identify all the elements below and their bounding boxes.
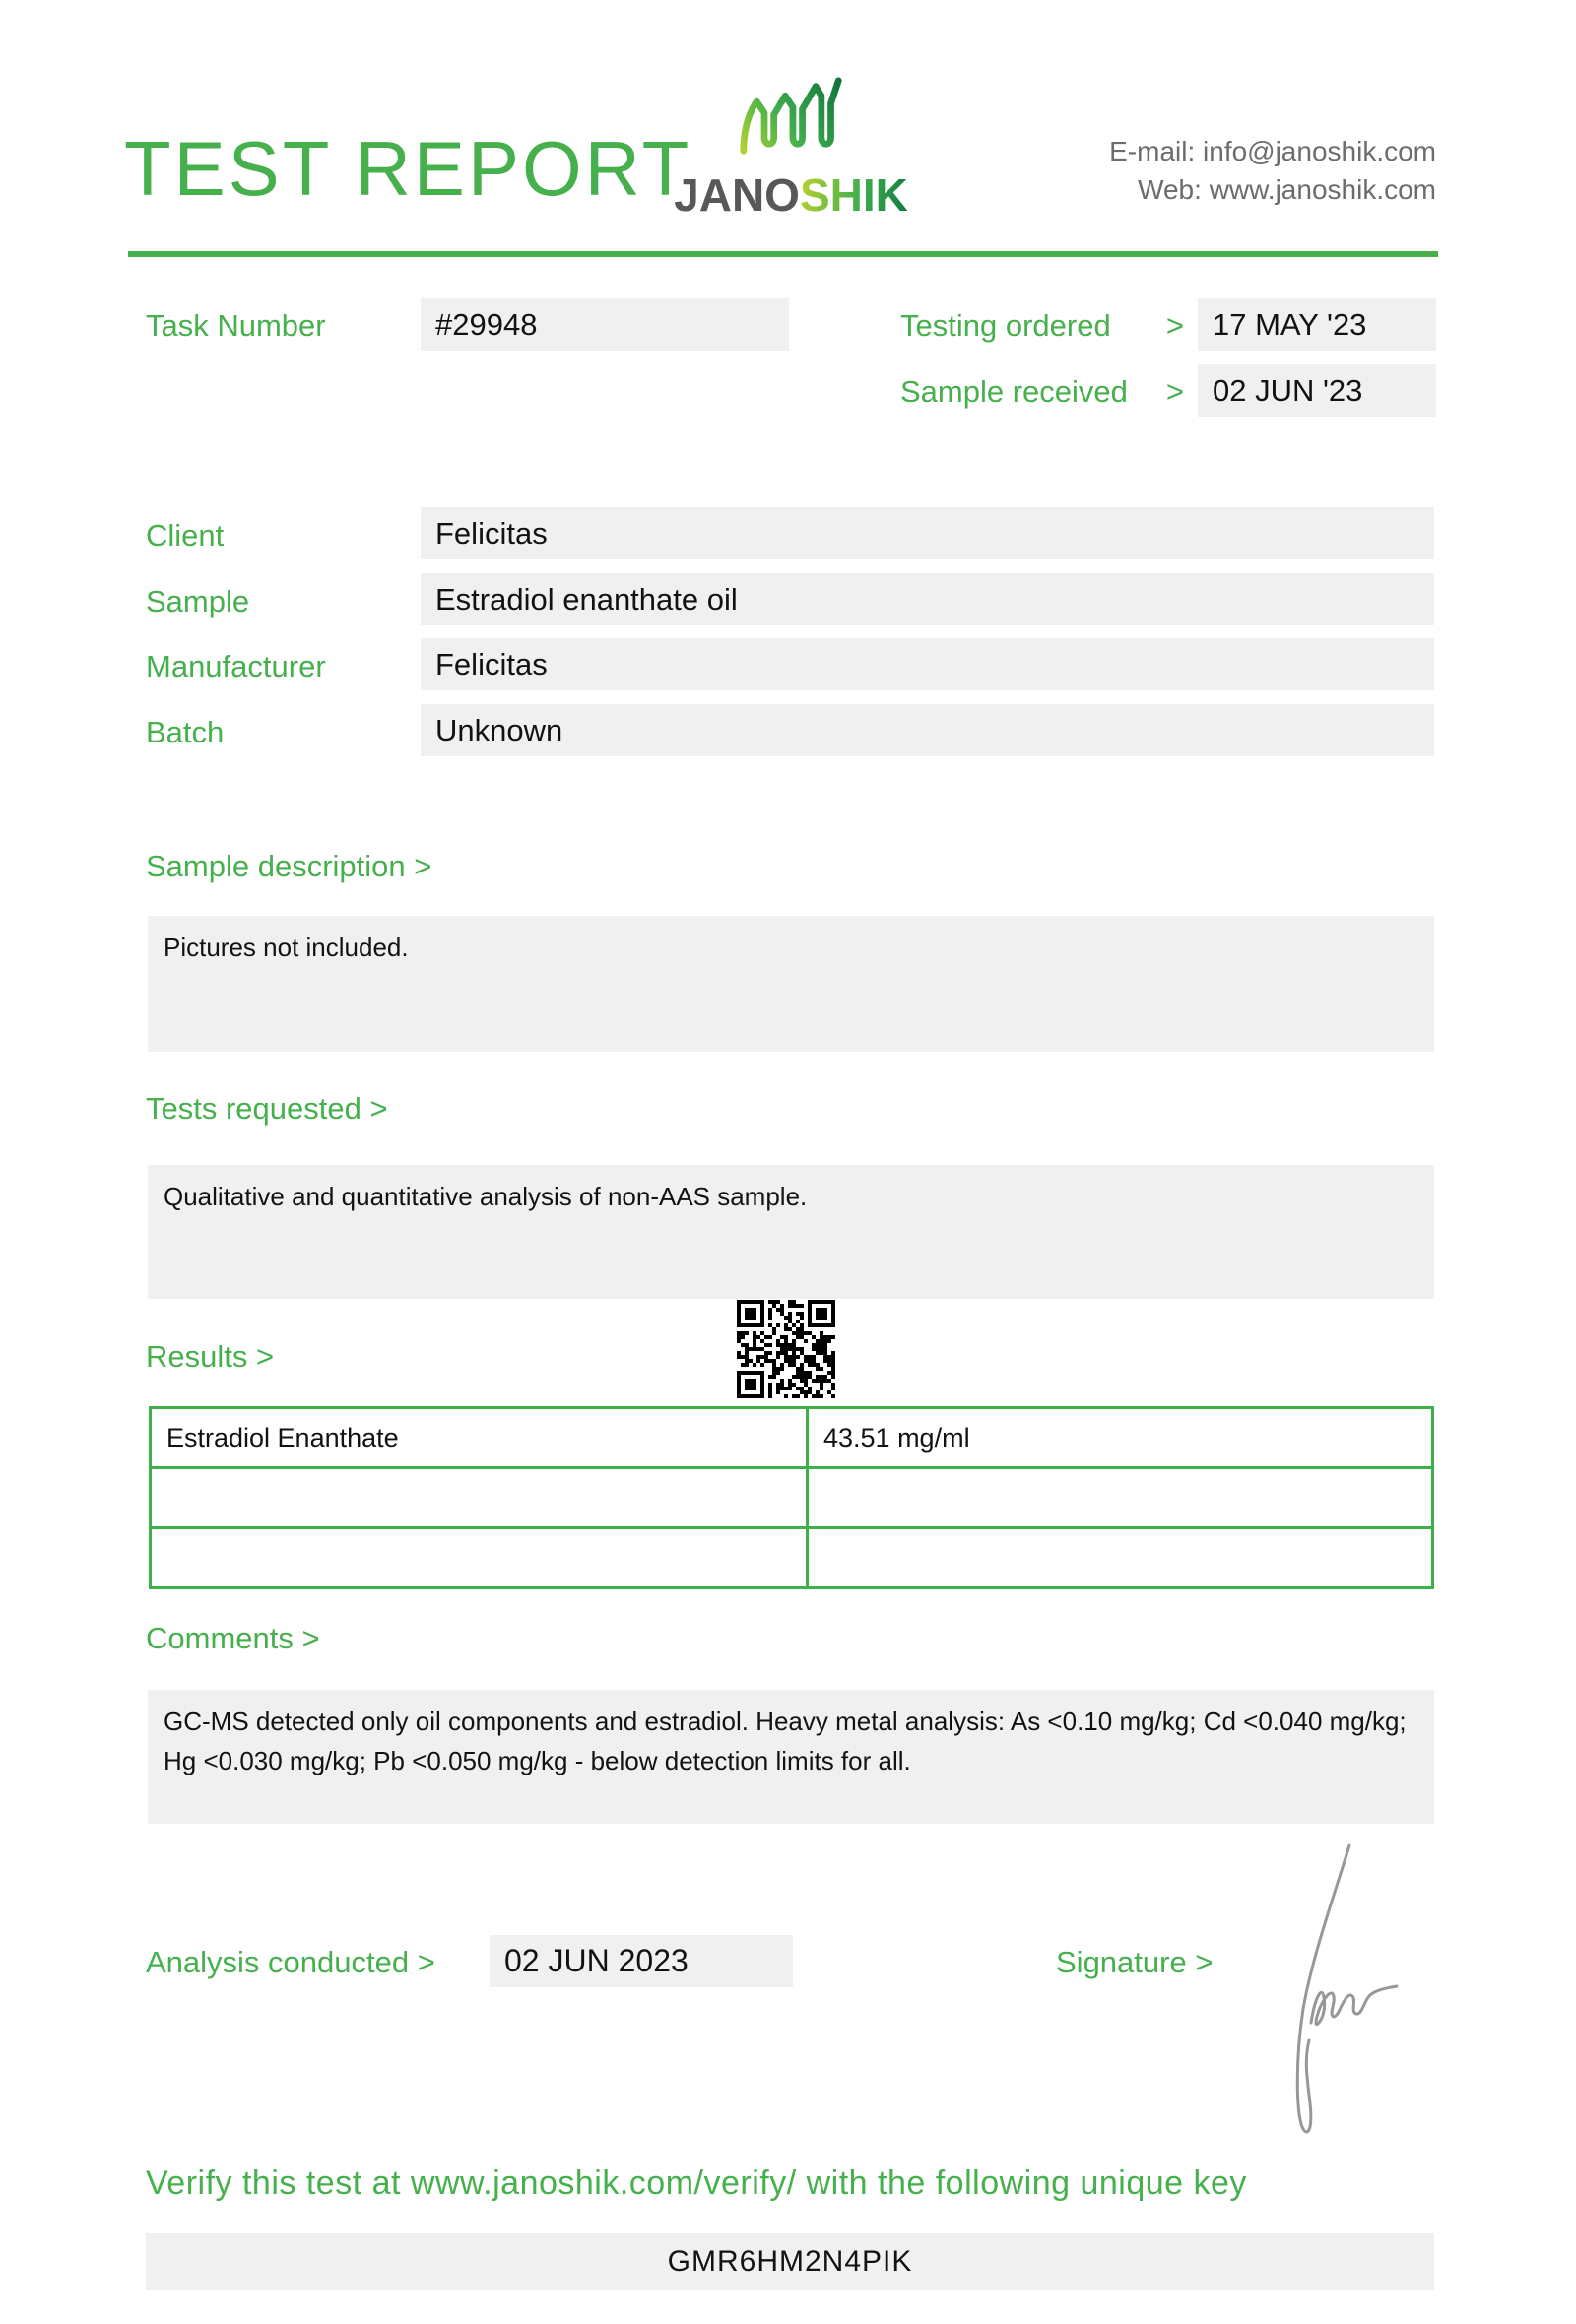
sample-received-label: Sample received > bbox=[900, 374, 1184, 409]
task-number-label: Task Number bbox=[146, 308, 326, 343]
header-divider bbox=[128, 251, 1438, 257]
task-number-value: #29948 bbox=[421, 298, 789, 351]
testing-ordered-label: Testing ordered > bbox=[900, 308, 1184, 343]
results-heading: Results > bbox=[146, 1339, 275, 1374]
manufacturer-label: Manufacturer bbox=[146, 649, 326, 683]
contact-email: E-mail: info@janoshik.com bbox=[1109, 136, 1436, 166]
table-row bbox=[151, 1468, 1433, 1528]
result-analyte: Estradiol Enanthate bbox=[151, 1408, 808, 1468]
result-value: 43.51 mg/ml bbox=[808, 1408, 1433, 1468]
table-row bbox=[151, 1408, 1433, 1468]
sample-description-heading: Sample description > bbox=[146, 849, 432, 883]
result-analyte bbox=[151, 1468, 808, 1528]
chart-trend-icon bbox=[736, 77, 846, 162]
sample-description-box: Pictures not included. bbox=[148, 916, 1434, 1052]
verify-key: GMR6HM2N4PIK bbox=[146, 2233, 1434, 2290]
page-title: TEST REPORT bbox=[124, 125, 692, 212]
signature-image bbox=[1259, 1840, 1407, 2145]
qr-code bbox=[737, 1300, 835, 1398]
analysis-conducted-label: Analysis conducted > bbox=[146, 1945, 435, 1979]
analysis-conducted-value: 02 JUN 2023 bbox=[490, 1935, 793, 1987]
result-value bbox=[808, 1468, 1433, 1528]
sample-received-value: 02 JUN '23 bbox=[1198, 364, 1436, 417]
client-label: Client bbox=[146, 518, 225, 552]
janoshik-logo bbox=[668, 77, 914, 222]
results-table bbox=[149, 1406, 1434, 1589]
arrow-glyph: > bbox=[1165, 374, 1184, 409]
manufacturer-value: Felicitas bbox=[421, 638, 1434, 690]
signature-label: Signature > bbox=[1056, 1945, 1214, 1979]
table-row bbox=[151, 1528, 1433, 1588]
sample-value: Estradiol enanthate oil bbox=[421, 573, 1434, 625]
arrow-glyph: > bbox=[1165, 308, 1184, 343]
tests-requested-box: Qualitative and quantitative analysis of non-AAS sample. bbox=[148, 1165, 1434, 1299]
verify-instruction: Verify this test at www.janoshik.com/verify/ with the following unique key bbox=[146, 2164, 1247, 2202]
batch-label: Batch bbox=[146, 715, 225, 749]
testing-ordered-value: 17 MAY '23 bbox=[1198, 298, 1436, 351]
contact-info bbox=[1109, 132, 1436, 209]
client-value: Felicitas bbox=[421, 507, 1434, 559]
result-value bbox=[808, 1528, 1433, 1588]
logo-wordmark: JANOSHIK bbox=[674, 169, 908, 221]
result-analyte bbox=[151, 1528, 808, 1588]
comments-box: GC-MS detected only oil components and estradiol. Heavy metal analysis: As <0.10 mg/kg; Cd <0.040 mg/kg; Hg <0.030 mg/kg; Pb <0.050 mg/kg - below detection limits for all. bbox=[148, 1690, 1434, 1824]
tests-requested-heading: Tests requested > bbox=[146, 1091, 388, 1126]
contact-web: Web: www.janoshik.com bbox=[1138, 174, 1436, 205]
batch-value: Unknown bbox=[421, 704, 1434, 756]
comments-heading: Comments > bbox=[146, 1621, 320, 1655]
sample-label: Sample bbox=[146, 584, 250, 618]
